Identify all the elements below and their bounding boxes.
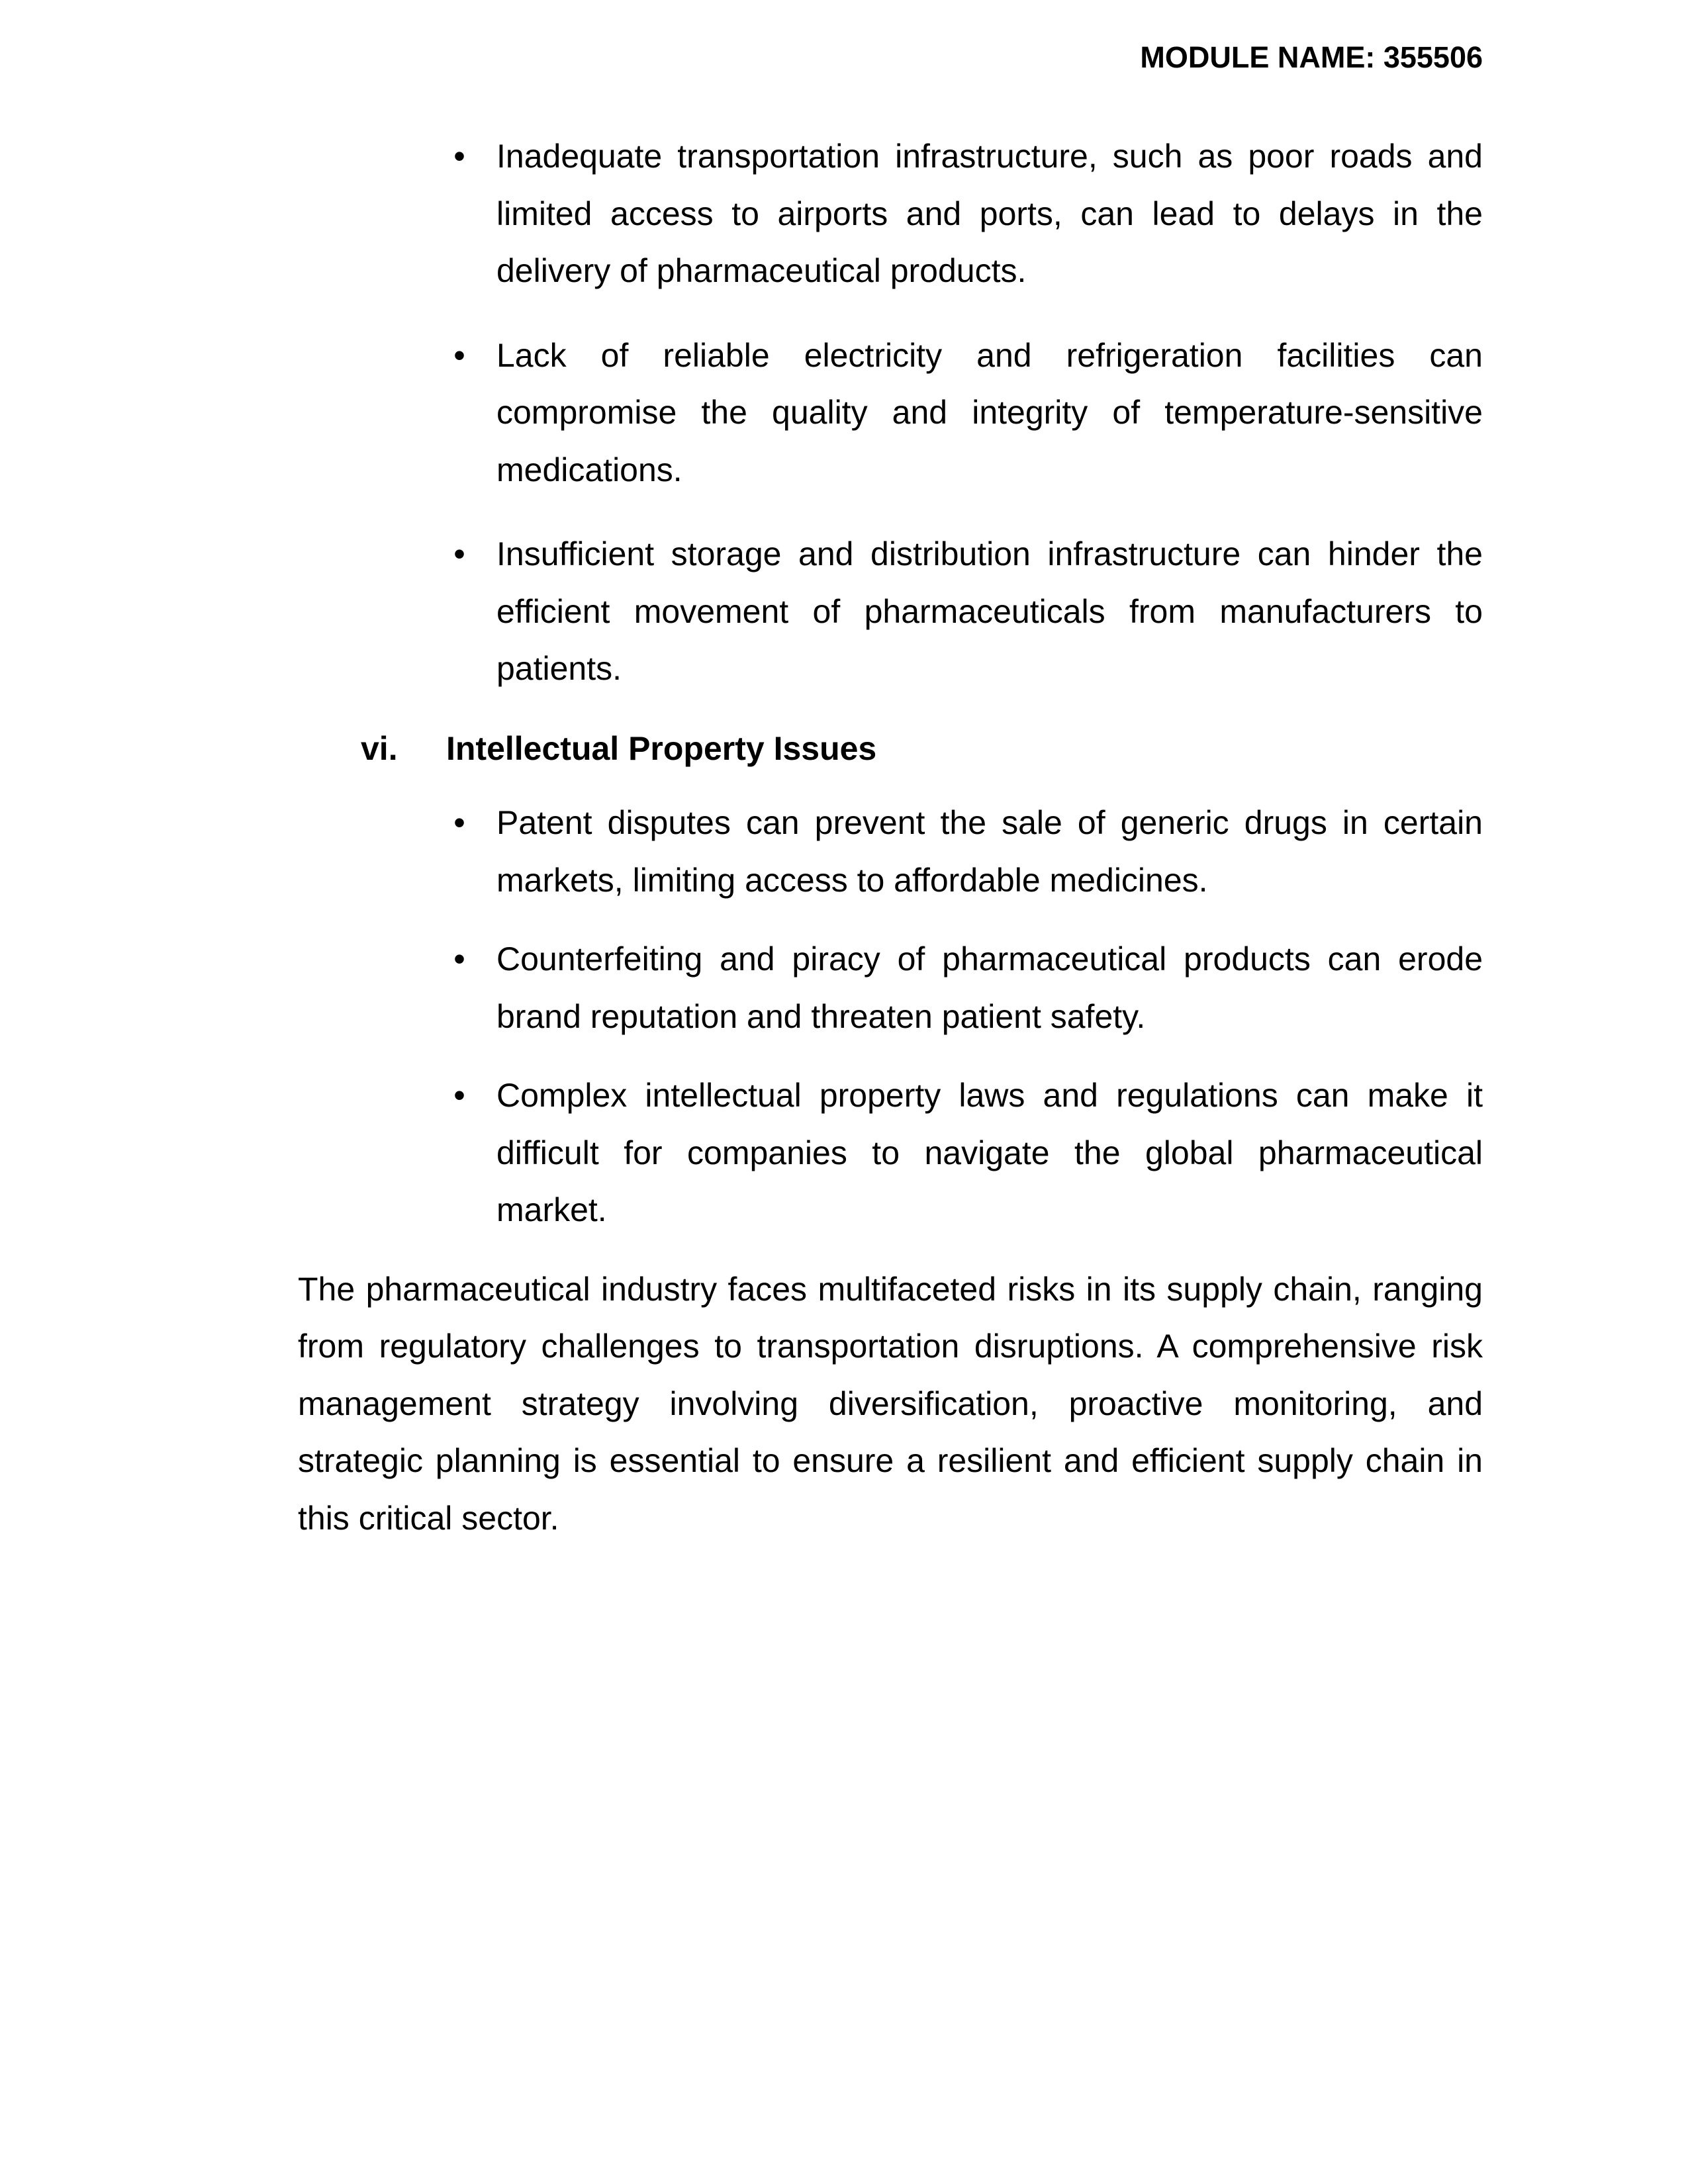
list-item	[298, 327, 1483, 499]
list-item-text: Complex intellectual property laws and regulations can make it difficult for companies to navigate the global pharmaceutical market.	[496, 1077, 1483, 1228]
bullet-icon: •	[453, 1077, 465, 1114]
section-heading-vi	[298, 720, 1483, 778]
list-item	[298, 931, 1483, 1045]
bullet-icon: •	[453, 138, 465, 175]
page-content	[298, 128, 1483, 1580]
list-item-text: Patent disputes can prevent the sale of generic drugs in certain markets, limiting access to affordable medicines.	[496, 804, 1483, 899]
bullet-icon: •	[453, 336, 465, 374]
ip-issues-bullet-list	[298, 794, 1483, 1239]
conclusion-paragraph: The pharmaceutical industry faces multifaceted risks in its supply chain, ranging from regulatory challenges to transportation disruptions. A comprehensive risk management strategy involving diversification, proactive monitoring, and strategic planning is essential to ensure a resilient and efficient supply chain in this critical sector.	[298, 1270, 1483, 1537]
list-item-text: Lack of reliable electricity and refrigeration facilities can compromise the quality and integrity of temperature-sensitive medications.	[496, 336, 1483, 488]
section-number: vi.	[361, 729, 398, 767]
list-item-text: Insufficient storage and distribution infrastructure can hinder the efficient movement of pharmaceuticals from manufacturers to patients.	[496, 535, 1483, 687]
list-item	[298, 1067, 1483, 1239]
section-title: Intellectual Property Issues	[446, 729, 877, 767]
module-name-header: MODULE NAME: 355506	[1140, 40, 1483, 74]
list-item-text: Counterfeiting and piracy of pharmaceutical products can erode brand reputation and threaten patient safety.	[496, 940, 1483, 1035]
list-item-text: Inadequate transportation infrastructure, such as poor roads and limited access to airports and ports, can lead to delays in the delivery of pharmaceutical products.	[496, 138, 1483, 289]
bullet-icon: •	[453, 535, 465, 572]
bullet-icon: •	[453, 804, 465, 841]
list-item	[298, 794, 1483, 909]
infrastructure-bullet-list	[298, 128, 1483, 698]
list-item	[298, 525, 1483, 698]
list-item	[298, 128, 1483, 300]
bullet-icon: •	[453, 940, 465, 978]
